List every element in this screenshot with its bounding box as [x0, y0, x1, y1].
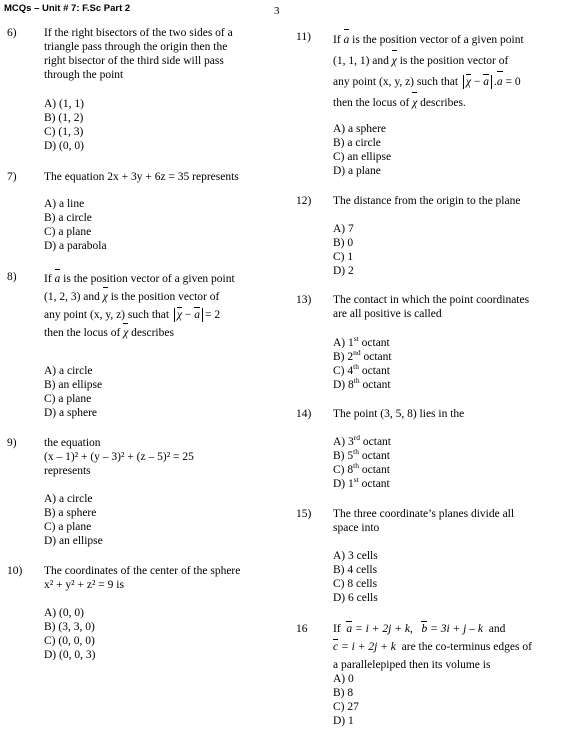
question-text	[44, 270, 235, 342]
question-number: 10)	[7, 565, 23, 577]
option-d[interactable]: D) 1st octant	[333, 475, 390, 490]
option-c[interactable]: C) 8th octant	[333, 461, 390, 476]
vector-b: b	[421, 623, 428, 635]
option-d[interactable]: D) 1	[333, 715, 354, 727]
option-c[interactable]: C) a plane	[44, 226, 92, 238]
text-line: The coordinates of the center of the sphere	[44, 565, 241, 577]
vector-chi: χ	[123, 324, 128, 342]
question-text	[333, 293, 529, 321]
question-text	[333, 30, 524, 114]
option-a[interactable]: A) (1, 1)	[44, 98, 84, 110]
text-line: then the locus of χ describes.	[333, 93, 524, 114]
vector-chi: χ	[392, 51, 397, 72]
text-line: If a = i + 2j + k, b = 3i + j – k and	[333, 623, 506, 635]
options-list	[333, 222, 354, 278]
options-list	[44, 492, 103, 548]
option-a[interactable]: A) a circle	[44, 493, 93, 505]
text-line: triangle pass through the origin then the	[44, 41, 228, 53]
options-list	[333, 549, 378, 605]
vector-chi: χ	[103, 288, 108, 306]
text-line: represents	[44, 465, 91, 477]
option-c[interactable]: C) 1	[333, 251, 354, 263]
options-list	[44, 97, 84, 153]
text-line: right bisector of the third side will pass	[44, 55, 224, 67]
vector-a: a	[55, 270, 61, 288]
options-list	[333, 336, 392, 392]
text-line: the equation	[44, 437, 101, 449]
option-a[interactable]: A) a sphere	[333, 123, 387, 135]
option-b[interactable]: B) 4 cells	[333, 564, 378, 576]
text-line: c = i + 2j + k are the co-terminus edges of	[333, 641, 532, 653]
question-text	[44, 26, 233, 82]
question-text: The point (3, 5, 8) lies in the	[333, 408, 465, 420]
option-b[interactable]: B) a sphere	[44, 507, 97, 519]
option-c[interactable]: C) a plane	[44, 393, 92, 405]
question-number: 12)	[296, 195, 312, 207]
option-b[interactable]: B) 8	[333, 687, 354, 699]
absolute-value: χ − a	[463, 75, 492, 89]
question-number: 6)	[7, 27, 17, 39]
option-d[interactable]: D) 2	[333, 265, 354, 277]
option-a[interactable]: A) a circle	[44, 365, 93, 377]
text-line: The contact in which the point coordinates	[333, 294, 530, 306]
page-header: MCQs – Unit # 7: F.Sc Part 2	[4, 3, 131, 14]
question-number: 11)	[296, 31, 311, 43]
option-b[interactable]: B) a circle	[44, 212, 92, 224]
options-list	[333, 122, 391, 178]
option-b[interactable]: B) (3, 3, 0)	[44, 621, 95, 633]
vector-a: a	[346, 623, 353, 635]
text-line: any point (x, y, z) such that χ − a = 2	[44, 309, 221, 321]
option-c[interactable]: C) a plane	[44, 521, 92, 533]
text-line: any point (x, y, z) such that χ − a .a = 0	[333, 72, 524, 93]
option-c[interactable]: C) (0, 0, 0)	[44, 635, 95, 647]
option-d[interactable]: D) an ellipse	[44, 535, 103, 547]
vector-a: a	[344, 30, 350, 51]
option-b[interactable]: B) (1, 2)	[44, 112, 84, 124]
option-b[interactable]: B) 5th octant	[333, 447, 390, 462]
question-number: 15)	[296, 508, 312, 520]
text-line: are all positive is called	[333, 308, 442, 320]
options-list	[333, 672, 359, 728]
text-line: through the point	[44, 69, 124, 81]
question-number: 9)	[7, 437, 17, 449]
option-c[interactable]: C) 8 cells	[333, 578, 378, 590]
question-text	[44, 436, 194, 478]
option-d[interactable]: D) a parabola	[44, 240, 107, 252]
option-a[interactable]: A) a line	[44, 198, 85, 210]
text-line: If a is the position vector of a given point	[44, 270, 235, 288]
question-text	[333, 507, 514, 535]
option-d[interactable]: D) 6 cells	[333, 592, 378, 604]
text-line: then the locus of χ describes	[44, 324, 235, 342]
options-list	[44, 606, 95, 662]
option-d[interactable]: D) a plane	[333, 165, 381, 177]
option-b[interactable]: B) a circle	[333, 137, 381, 149]
question-text	[44, 564, 240, 592]
text-line: (x – 1)² + (y – 3)² + (z – 5)² = 25	[44, 451, 194, 463]
options-list	[333, 435, 391, 491]
text-line: space into	[333, 522, 380, 534]
text-line: If a is the position vector of a given point	[333, 30, 524, 51]
option-d[interactable]: D) (0, 0, 3)	[44, 649, 96, 661]
question-number: 8)	[7, 271, 17, 283]
options-list	[44, 197, 107, 253]
option-b[interactable]: B) 0	[333, 237, 354, 249]
options-list	[44, 364, 102, 420]
option-a[interactable]: A) 3rd octant	[333, 433, 391, 448]
question-text: The equation 2x + 3y + 6z = 35 represents	[44, 171, 239, 183]
text-line: If the right bisectors of the two sides of a	[44, 27, 233, 39]
option-d[interactable]: D) 8th octant	[333, 376, 391, 391]
question-number: 7)	[7, 171, 17, 183]
option-c[interactable]: C) (1, 3)	[44, 126, 84, 138]
option-b[interactable]: B) an ellipse	[44, 379, 103, 391]
text-line: (1, 2, 3) and χ is the position vector of	[44, 288, 235, 306]
vector-c: c	[333, 641, 339, 653]
option-b[interactable]: B) 2nd octant	[333, 348, 392, 363]
question-text: The distance from the origin to the plane	[333, 195, 521, 207]
vector-chi: χ	[412, 93, 417, 114]
absolute-value: χ − a	[174, 308, 203, 322]
option-a[interactable]: A) 0	[333, 673, 354, 685]
question-number: 14)	[296, 408, 312, 420]
page-number: 3	[274, 5, 280, 17]
question-text	[333, 622, 558, 672]
question-number: 16	[296, 623, 308, 635]
option-a[interactable]: A) 3 cells	[333, 550, 378, 562]
option-a[interactable]: A) 1st octant	[333, 334, 390, 349]
text-line: (1, 1, 1) and χ is the position vector of	[333, 51, 524, 72]
text-line: x² + y² + z² = 9 is	[44, 579, 124, 591]
text-line: The three coordinate’s planes divide all	[333, 508, 515, 520]
option-c[interactable]: C) 4th octant	[333, 362, 390, 377]
option-a[interactable]: A) 7	[333, 223, 354, 235]
question-number: 13)	[296, 294, 312, 306]
option-c[interactable]: C) 27	[333, 701, 359, 713]
option-d[interactable]: D) a sphere	[44, 407, 98, 419]
option-a[interactable]: A) (0, 0)	[44, 607, 84, 619]
option-d[interactable]: D) (0, 0)	[44, 140, 84, 152]
option-c[interactable]: C) an ellipse	[333, 151, 392, 163]
text-line: a parallelepiped then its volume is	[333, 659, 491, 671]
